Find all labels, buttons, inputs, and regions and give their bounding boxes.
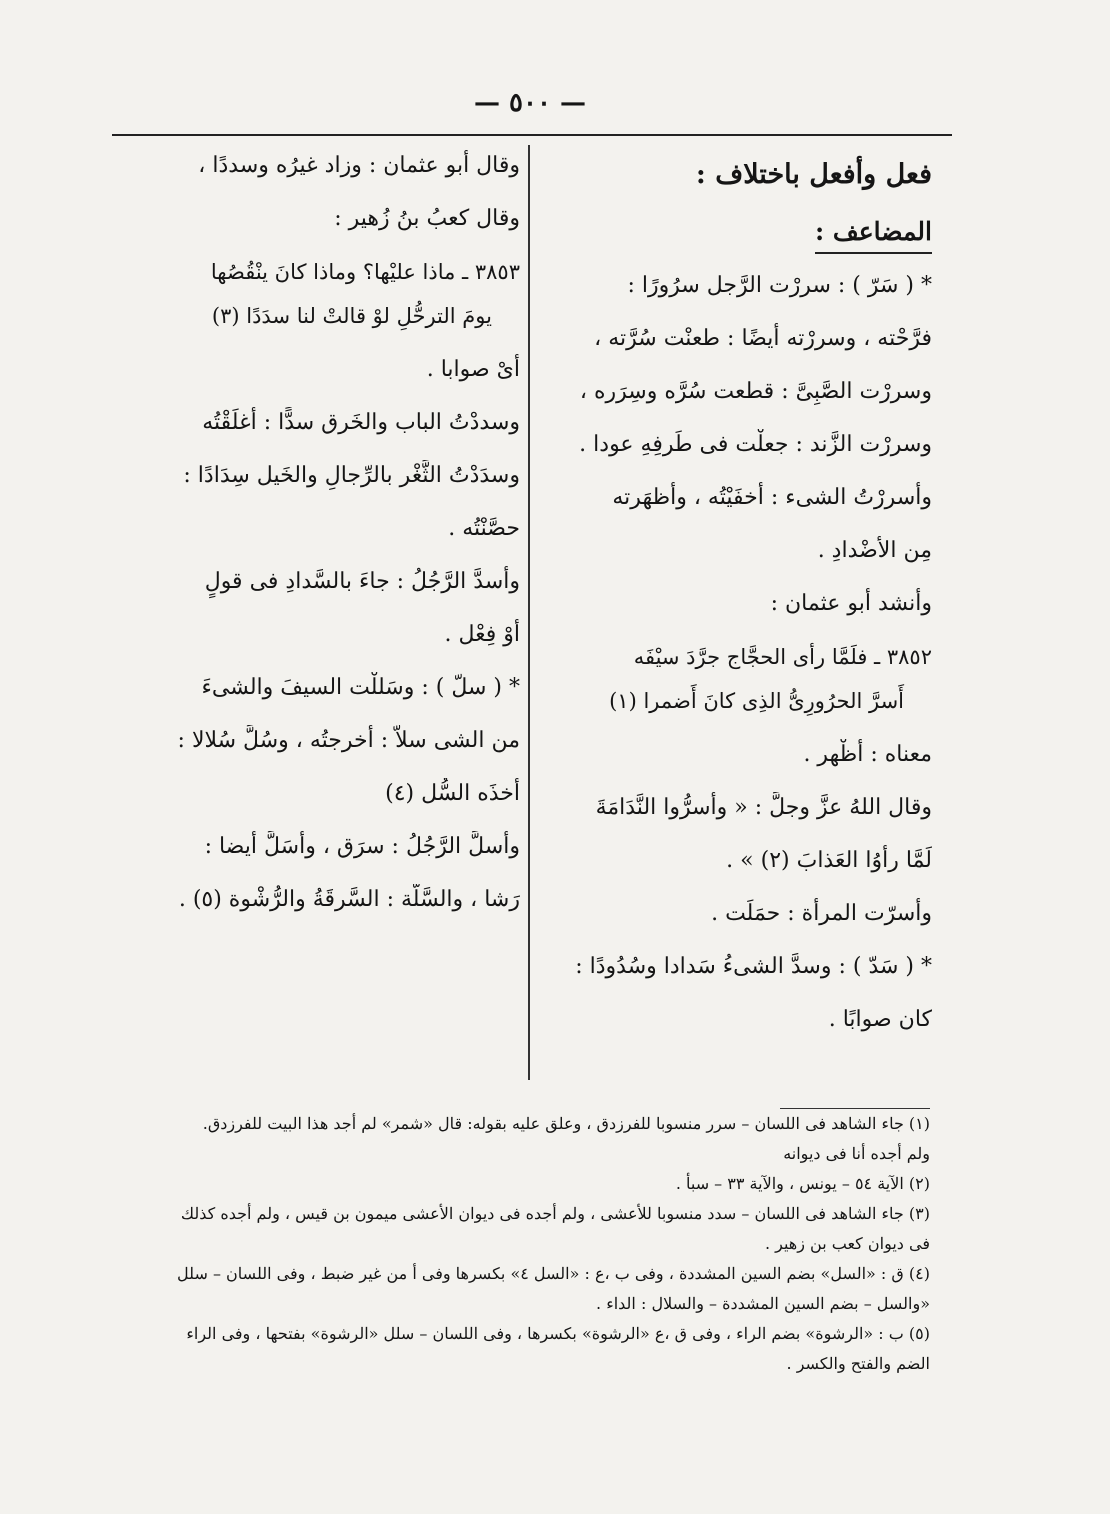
text-line: وأَسرّت المرأة : حمَلَت . xyxy=(711,901,932,926)
text-line: وسررْت الصَّبِىَّ : قطعت سُرَّه وسِرَره ، xyxy=(579,379,932,404)
text-line: * ( سَرّ ) : سررْت الرَّجل سرُورًا : xyxy=(627,273,932,298)
text-line: كان صوابًا . xyxy=(828,1007,932,1032)
text-line: مِن الأَضْدادِ . xyxy=(817,538,932,563)
right-column xyxy=(532,150,932,1057)
verse-line: أَسرَّ الحرُورِىُّ الذِى كانَ أَضمرا (١) xyxy=(609,689,904,713)
text-line: من الشى سلاًّ : أخرجتُه ، وسُلَّ سُلالا : xyxy=(177,728,520,753)
footnote-line: (١) جاء الشاهد فى اللسان – سرر منسوبا للفرزدق ، وعلق عليه بقوله: قال «شمر» لم أجد هذا البيت للفرزدق. xyxy=(202,1114,930,1133)
left-column xyxy=(120,150,520,937)
text-line: فرَّحْته ، وسررْته أيضًا : طعنْت سُرَّته ، xyxy=(594,326,932,351)
text-line: رَشا ، والسَّلَّة : السَّرقَةُ والرُّشْوة (٥) . xyxy=(178,887,520,912)
text-line: وسددْتُ الباب والخَرق سدًّا : أَغلَقْتُه xyxy=(202,410,520,435)
text-line: وقال أبو عثمان : وزاد غيرُه وسددًا ، xyxy=(198,153,520,178)
footnote-rule xyxy=(780,1108,930,1109)
text-line: أَخذَه السُّل (٤) xyxy=(385,781,520,806)
text-line: حصَّنْتُه . xyxy=(448,516,520,541)
text-line: * ( سَدّ ) : وسدَّ الشىءُ سَدادا وسُدُودًا : xyxy=(575,954,932,979)
section-subheading xyxy=(532,210,932,270)
header-rule xyxy=(112,134,952,136)
text-line: معناه : أَظْهر . xyxy=(803,742,932,767)
footnote-line: «والسل – بضم السين المشددة – والسلال : الداء . xyxy=(596,1294,930,1313)
text-line: وقال اللهُ عزَّ وجلَّ : « وأَسرُّوا النَّدَامَةَ xyxy=(595,795,932,820)
text-line: وقال كعبُ بنُ زُهير : xyxy=(334,206,520,231)
subheading-text: المضاعف : xyxy=(815,217,932,254)
text-line: أىْ صوابا . xyxy=(426,357,520,382)
verse-line: ٣٨٥٣ ـ ماذا عليْها؟ وماذا كانَ ينْقُصُها xyxy=(210,260,520,284)
footnote-line: ولم أجده أنا فى ديوانه xyxy=(783,1144,930,1163)
footnote-line: (٤) ق : «السل» بضم السين المشددة ، وفى ب ،ع : «السل ٤» بكسرها وفى أ من غير ضبط ، وفى اللسان – سلل xyxy=(177,1264,930,1283)
section-heading: فعل وأفعل باختلاف : xyxy=(695,159,932,190)
footnote-line: فى ديوان كعب بن زهير . xyxy=(764,1234,930,1253)
text-line: وسررْت الزَّند : جعلْت فى طَرفِهِ عودا . xyxy=(579,432,932,457)
footnote-line: الضم والفتح والكسر . xyxy=(786,1354,930,1373)
footnote-line: (٣) جاء الشاهد فى اللسان – سدد منسوبا للأعشى ، ولم أجده فى ديوان الأعشى ميمون بن قيس ، ولم أجده كذلك xyxy=(180,1204,930,1223)
text-line: وأنشد أبو عثمان : xyxy=(770,591,932,616)
text-line: أوْ فِعْل . xyxy=(444,622,520,647)
verse-line: ٣٨٥٢ ـ فلَمَّا رأى الحجَّاج جرَّدَ سيْفَه xyxy=(633,645,932,669)
footnote-line: (٥) ب : «الرشوة» بضم الراء ، وفى ق ،ع «الرشوة» بكسرها ، وفى اللسان – سلل «الرشوة» بفتحها ، وفى الراء xyxy=(186,1324,930,1343)
footnotes xyxy=(110,1112,930,1382)
column-divider xyxy=(528,145,530,1080)
text-line: وأَسلَّ الرَّجُلُ : سرَق ، وأَسَلَّ أيضا : xyxy=(204,834,520,859)
verse-line: يومَ الترحُّلِ لوْ قالتْ لنا سدَدًا (٣) xyxy=(211,304,492,328)
text-line: وأَسدَّ الرَّجُلُ : جاءَ بالسَّدادِ فى قولٍ xyxy=(204,569,520,594)
text-line: * ( سلّ ) : وسَللْت السيفَ والشىءَ xyxy=(201,675,520,700)
text-line: وأَسررْتُ الشىء : أَخفَيْتُه ، وأَظهَرته xyxy=(612,485,932,510)
footnote-line: (٢) الآية ٥٤ – يونس ، والآية ٣٣ – سبأ . xyxy=(675,1174,930,1193)
page-number: — ٥٠٠ — xyxy=(473,88,587,118)
text-line: وسدَدْتُ الثَّغْر بالرِّجالِ والخَيل سِدَادًا : xyxy=(183,463,520,488)
text-line: لَمَّا رأوُا العَذابَ (٢) » . xyxy=(726,848,932,873)
